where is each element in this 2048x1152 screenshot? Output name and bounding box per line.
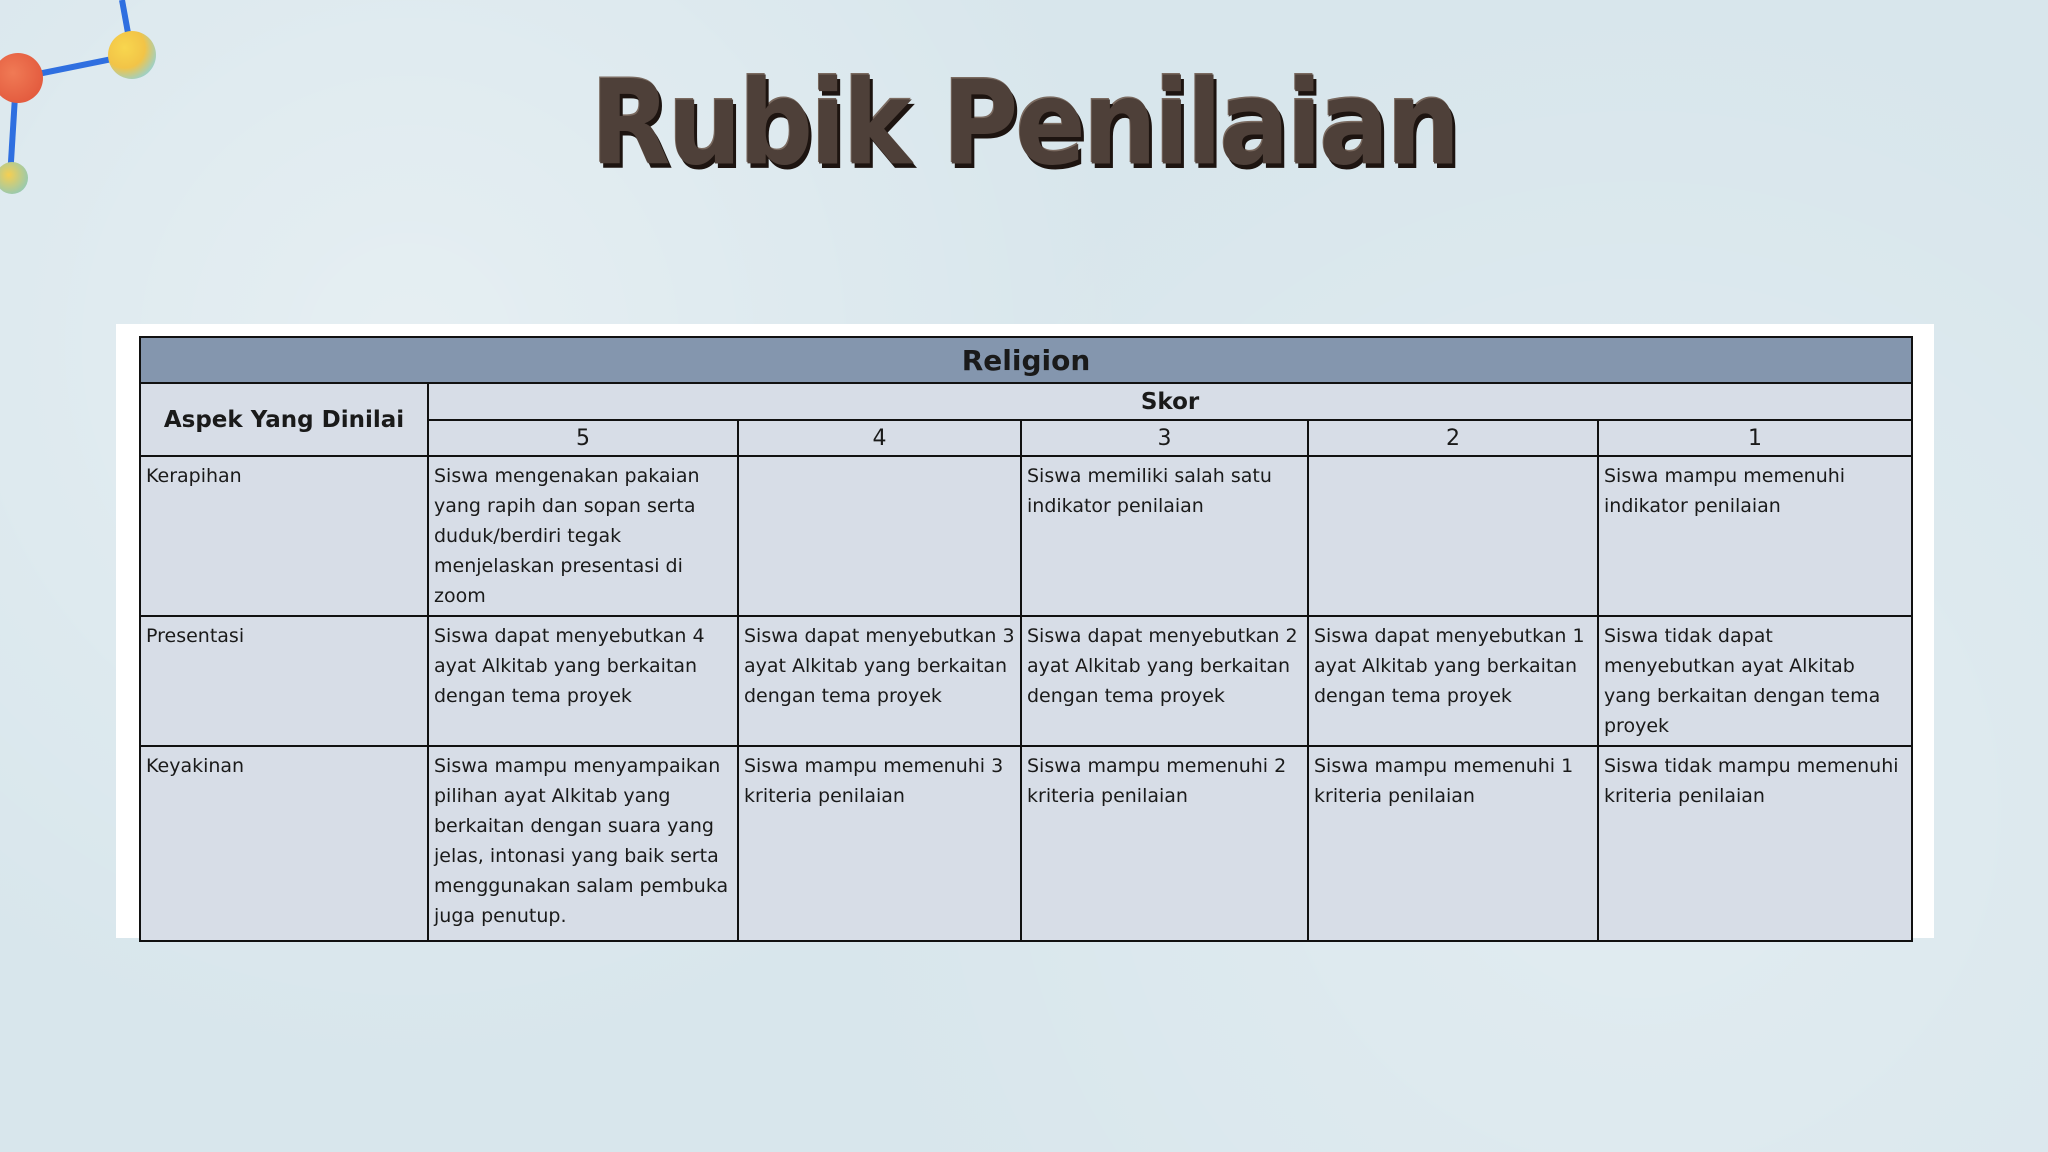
criteria-cell: Siswa mengenakan pakaian yang rapih dan sopan serta duduk/berdiri tegak menjelaskan presentasi di zoom — [428, 456, 738, 616]
aspect-header: Aspek Yang Dinilai — [140, 383, 428, 456]
criteria-cell: Siswa mampu menyampaikan pilihan ayat Alkitab yang berkaitan dengan suara yang jelas, intonasi yang baik serta menggunakan salam pembuka juga penutup. — [428, 746, 738, 941]
aspect-cell: Kerapihan — [140, 456, 428, 616]
criteria-cell — [738, 456, 1021, 616]
criteria-cell: Siswa dapat menyebutkan 3 ayat Alkitab yang berkaitan dengan tema proyek — [738, 616, 1021, 746]
criteria-cell: Siswa dapat menyebutkan 2 ayat Alkitab yang berkaitan dengan tema proyek — [1021, 616, 1308, 746]
criteria-cell: Siswa dapat menyebutkan 4 ayat Alkitab yang berkaitan dengan tema proyek — [428, 616, 738, 746]
table-title: Religion — [140, 337, 1912, 383]
criteria-cell: Siswa mampu memenuhi 1 kriteria penilaian — [1308, 746, 1598, 941]
criteria-cell: Siswa dapat menyebutkan 1 ayat Alkitab yang berkaitan dengan tema proyek — [1308, 616, 1598, 746]
score-header: Skor — [428, 383, 1912, 420]
rubric-table — [139, 336, 1913, 942]
table-row — [140, 746, 1912, 941]
criteria-cell: Siswa mampu memenuhi 2 kriteria penilaian — [1021, 746, 1308, 941]
score-5-header: 5 — [428, 420, 738, 456]
criteria-cell: Siswa tidak mampu memenuhi kriteria penilaian — [1598, 746, 1912, 941]
score-4-header: 4 — [738, 420, 1021, 456]
score-2-header: 2 — [1308, 420, 1598, 456]
criteria-cell: Siswa memiliki salah satu indikator penilaian — [1021, 456, 1308, 616]
criteria-cell: Siswa mampu memenuhi indikator penilaian — [1598, 456, 1912, 616]
table-title-row — [140, 337, 1912, 383]
table-row — [140, 616, 1912, 746]
criteria-cell — [1308, 456, 1598, 616]
criteria-cell: Siswa tidak dapat menyebutkan ayat Alkitab yang berkaitan dengan tema proyek — [1598, 616, 1912, 746]
criteria-cell: Siswa mampu memenuhi 3 kriteria penilaian — [738, 746, 1021, 941]
score-1-header: 1 — [1598, 420, 1912, 456]
score-header-row — [140, 383, 1912, 420]
aspect-cell: Presentasi — [140, 616, 428, 746]
page-title: Rubik Penilaian — [590, 54, 1458, 192]
table-row — [140, 456, 1912, 616]
score-3-header: 3 — [1021, 420, 1308, 456]
aspect-cell: Keyakinan — [140, 746, 428, 941]
